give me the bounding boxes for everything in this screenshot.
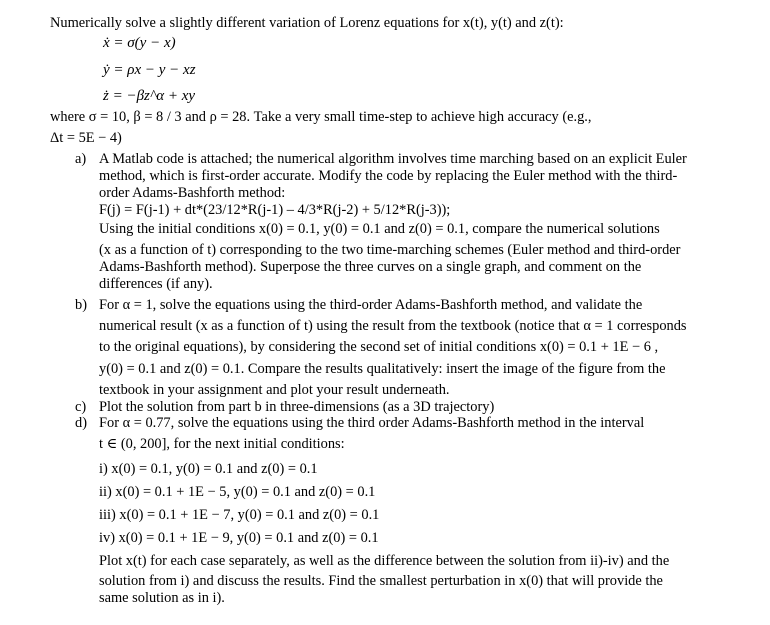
equation-z-dot: ż = −βz^α + xy <box>103 88 196 104</box>
part-a-formula: F(j) = F(j-1) + dt*(23/12*R(j-1) – 4/3*R(j-2) + 5/12*R(j-3)); <box>99 202 451 218</box>
part-a-line: method, which is first-order accurate. Modify the code by replacing the Euler method with the third- <box>99 168 678 184</box>
equation-y-dot: ẏ = ρx − y − xz <box>103 62 196 78</box>
part-a-label: a) <box>75 151 87 167</box>
part-a-line: Using the initial conditions x(0) = 0.1, y(0) = 0.1 and z(0) = 0.1, compare the numerical solutions <box>99 221 660 237</box>
part-a-line: (x as a function of t) corresponding to the two time-marching schemes (Euler method and third-order <box>99 242 681 258</box>
part-c-label: c) <box>75 399 87 415</box>
parameters-line-2: Δt = 5E − 4) <box>50 130 122 146</box>
part-b-line: to the original equations), by considering the second set of initial conditions x(0) = 0.1 + 1E − 6 , <box>99 339 659 355</box>
part-d-label: d) <box>75 415 87 431</box>
part-d-line: same solution as in i). <box>99 590 225 606</box>
part-d-line: For α = 0.77, solve the equations using the third order Adams-Bashforth method in the interval <box>99 415 645 431</box>
part-d-line: t ∈ (0, 200], for the next initial conditions: <box>99 436 345 452</box>
intro-text: Numerically solve a slightly different variation of Lorenz equations for x(t), y(t) and z(t): <box>50 15 564 31</box>
initial-condition-ii: ii) x(0) = 0.1 + 1E − 5, y(0) = 0.1 and z(0) = 0.1 <box>99 484 376 500</box>
part-a-line: A Matlab code is attached; the numerical algorithm involves time marching based on an explicit Euler <box>99 151 687 167</box>
part-a-line: order Adams-Bashforth method: <box>99 185 286 201</box>
part-a-line: Adams-Bashforth method). Superpose the three curves on a single graph, and comment on the <box>99 259 642 275</box>
part-b-label: b) <box>75 297 87 313</box>
part-b-line: numerical result (x as a function of t) using the result from the textbook (notice that α = 1 corresponds <box>99 318 687 334</box>
part-a-line: differences (if any). <box>99 276 213 292</box>
initial-condition-iii: iii) x(0) = 0.1 + 1E − 7, y(0) = 0.1 and z(0) = 0.1 <box>99 507 380 523</box>
part-b-line: textbook in your assignment and plot your result underneath. <box>99 382 450 398</box>
part-d-line: Plot x(t) for each case separately, as well as the difference between the solution from ii)-iv) and the <box>99 553 670 569</box>
equation-x-dot: ẋ = σ(y − x) <box>103 35 176 51</box>
part-b-line: For α = 1, solve the equations using the third-order Adams-Bashforth method, and validate the <box>99 297 643 313</box>
part-b-line: y(0) = 0.1 and z(0) = 0.1. Compare the results qualitatively: insert the image of the figure from the <box>99 361 666 377</box>
part-c-line: Plot the solution from part b in three-dimensions (as a 3D trajectory) <box>99 399 495 415</box>
initial-condition-iv: iv) x(0) = 0.1 + 1E − 9, y(0) = 0.1 and z(0) = 0.1 <box>99 530 379 546</box>
part-d-line: solution from i) and discuss the results. Find the smallest perturbation in x(0) that will provide the <box>99 573 663 589</box>
parameters-line-1: where σ = 10, β = 8 / 3 and ρ = 28. Take a very small time-step to achieve high accuracy (e.g., <box>50 109 592 125</box>
initial-condition-i: i) x(0) = 0.1, y(0) = 0.1 and z(0) = 0.1 <box>99 461 318 477</box>
